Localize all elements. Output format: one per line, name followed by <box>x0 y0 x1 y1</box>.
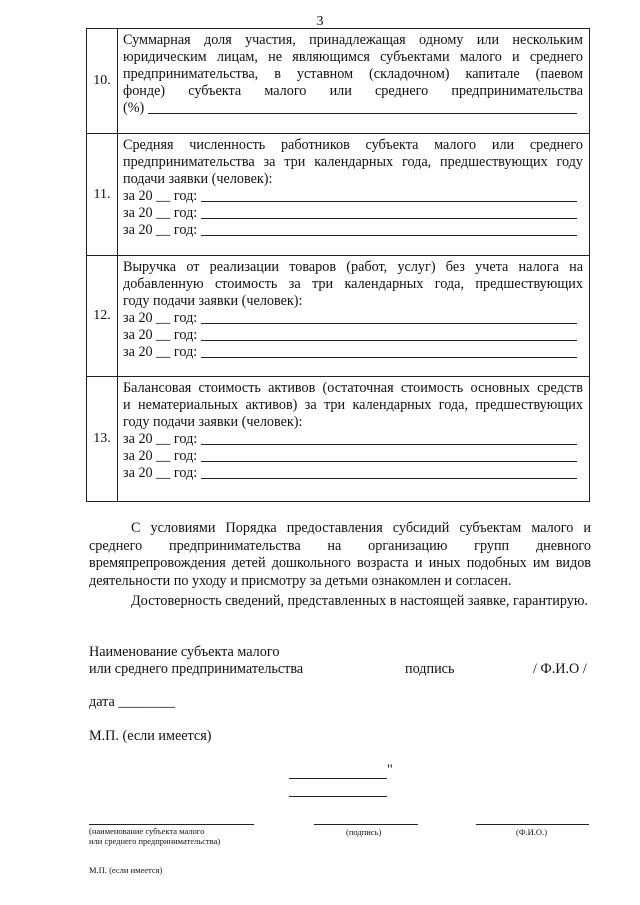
year-label: за 20 __ год: <box>123 205 198 221</box>
entity-name-label-line2: или среднего предпринимательства <box>89 661 304 677</box>
year-line <box>123 448 583 465</box>
year-label: за 20 __ год: <box>123 465 198 481</box>
year-input-line[interactable] <box>201 460 577 462</box>
year-line <box>123 222 583 239</box>
row-text-line: предпринимательства, в уставном (складочном) капитале (паевом <box>123 66 583 82</box>
blank-line-upper[interactable] <box>289 778 387 779</box>
row-text-line: юридическим лицам, не являющимся субъектами малого и среднего <box>123 49 583 65</box>
year-label: за 20 __ год: <box>123 188 198 204</box>
row-number: 11. <box>87 134 118 256</box>
row-number: 12. <box>87 256 118 377</box>
year-label: за 20 __ год: <box>123 448 198 464</box>
entity-name-caption-line2: или среднего предпринимательства) <box>89 836 221 846</box>
year-line <box>123 205 583 222</box>
year-line <box>123 310 583 327</box>
row-content <box>118 377 590 502</box>
table-row <box>87 377 590 502</box>
year-label: за 20 __ год: <box>123 327 198 343</box>
year-line <box>123 431 583 448</box>
percent-input-line[interactable] <box>148 112 577 114</box>
year-input-line[interactable] <box>201 234 577 236</box>
row-text-line: подачи заявки (человек): <box>123 171 273 187</box>
year-input-line[interactable] <box>201 200 577 202</box>
year-line <box>123 188 583 205</box>
guarantee-paragraph: Достоверность сведений, представленных в настоящей заявке, гарантирую. <box>131 593 588 609</box>
row-text-line: фонде) субъекта малого или среднего предпринимательства <box>123 83 583 99</box>
signature-caption: (подпись) <box>346 827 382 837</box>
year-line <box>123 344 583 361</box>
consent-paragraph: С условиями Порядка предоставления субсидий субъектам малого и среднего предпринимательства на организацию групп дневного времяпрепровождения детей дошкольного возраста и иных подобных им видов деятельности по уходу и присмотру за детьми ознакомлен и согласен. <box>89 520 591 589</box>
year-input-line[interactable] <box>201 339 577 341</box>
year-label: за 20 __ год: <box>123 344 198 360</box>
year-input-line[interactable] <box>201 477 577 479</box>
row-text-line: предпринимательства за три календарных года, предшествующих году <box>123 154 583 170</box>
date-field[interactable]: дата ________ <box>89 694 176 710</box>
table-row <box>87 256 590 377</box>
percent-line <box>123 100 583 117</box>
row-text-line: Средняя численность работников субъекта малого или среднего <box>123 137 583 153</box>
row-content <box>118 29 590 134</box>
percent-label: (%) <box>123 100 145 116</box>
entity-name-label-line1: Наименование субъекта малого <box>89 644 280 660</box>
entity-name-caption-line1: (наименование субъекта малого <box>89 826 205 836</box>
application-table <box>86 28 590 502</box>
year-label: за 20 __ год: <box>123 310 198 326</box>
row-number: 13. <box>87 377 118 502</box>
year-line <box>123 327 583 344</box>
signature-line[interactable] <box>314 824 418 825</box>
year-input-line[interactable] <box>201 443 577 445</box>
row-text-line: и нематериальных активов) за три календарных года, предшествующих <box>123 397 583 413</box>
page-number: 3 <box>316 14 324 29</box>
year-input-line[interactable] <box>201 217 577 219</box>
blank-line-lower[interactable] <box>289 796 387 797</box>
stamp-label: М.П. (если имеется) <box>89 728 212 744</box>
entity-name-line[interactable] <box>89 824 254 825</box>
year-line <box>123 465 583 482</box>
row-text-line: году подачи заявки (человек): <box>123 293 303 309</box>
table-row <box>87 134 590 256</box>
year-label: за 20 __ год: <box>123 431 198 447</box>
row-content <box>118 256 590 377</box>
quote-mark: " <box>387 762 393 778</box>
year-input-line[interactable] <box>201 356 577 358</box>
year-label: за 20 __ год: <box>123 222 198 238</box>
year-input-line[interactable] <box>201 322 577 324</box>
row-number: 10. <box>87 29 118 134</box>
row-text-line: добавленную стоимость за три календарных года, предшествующих <box>123 276 583 292</box>
row-text-line: году подачи заявки (человек): <box>123 414 303 430</box>
stamp-caption: М.П. (если имеется) <box>89 865 163 875</box>
fio-caption: (Ф.И.О.) <box>516 827 548 837</box>
row-text-line: Суммарная доля участия, принадлежащая одному или нескольким <box>123 32 583 48</box>
row-text-line: Балансовая стоимость активов (остаточная стоимость основных средств <box>123 380 583 396</box>
row-text-line: Выручка от реализации товаров (работ, услуг) без учета налога на <box>123 259 583 275</box>
table-row <box>87 29 590 134</box>
signature-label: подпись <box>405 661 455 677</box>
fio-line[interactable] <box>476 824 589 825</box>
fio-label: / Ф.И.О / <box>533 661 587 677</box>
row-content <box>118 134 590 256</box>
